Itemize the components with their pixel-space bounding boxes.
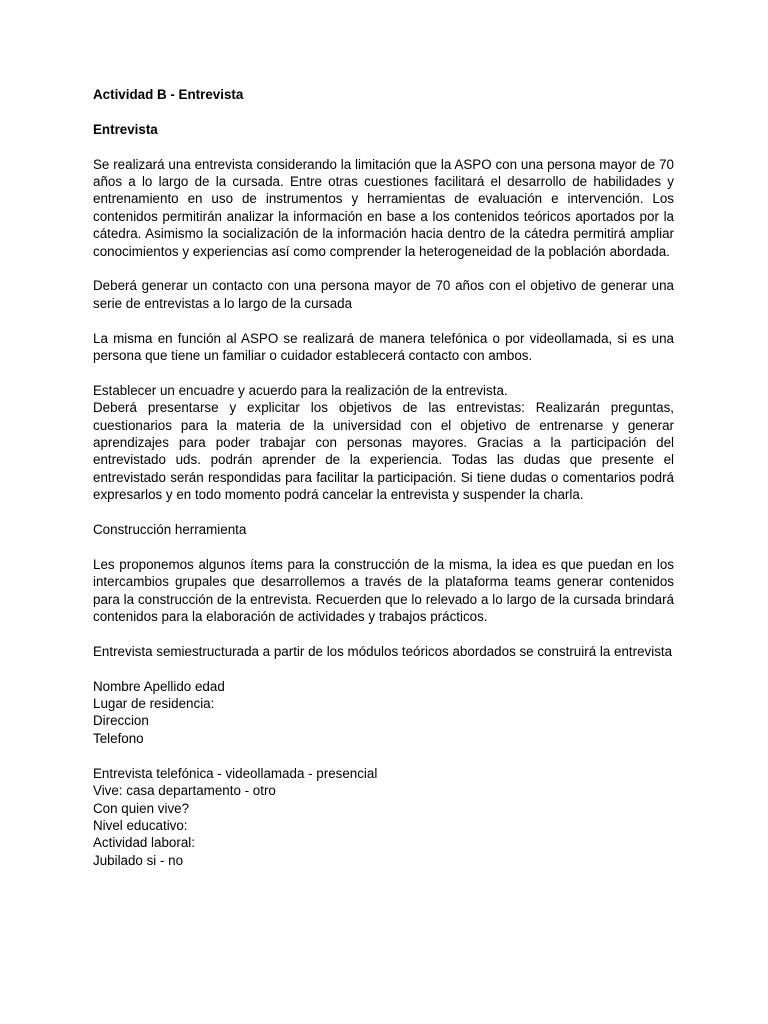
list-item: Lugar de residencia: xyxy=(93,696,215,712)
list-item: Entrevista telefónica - videollamada - presencial xyxy=(93,765,378,781)
paragraph-encuadre: Establecer un encuadre y acuerdo para la realización de la entrevista. xyxy=(93,382,508,398)
personal-fields-list xyxy=(93,678,674,748)
paragraph-contact: Deberá generar un contacto con una persona mayor de 70 años con el objetivo de generar una serie de entrevistas a lo largo de la cursada xyxy=(93,278,674,311)
list-item: Nivel educativo: xyxy=(93,817,188,833)
document-subtitle: Entrevista xyxy=(93,121,158,137)
interview-fields-list xyxy=(93,765,674,869)
document-title: Actividad B - Entrevista xyxy=(93,87,244,102)
list-item: Telefono xyxy=(93,730,144,746)
paragraph-aspo: La misma en función al ASPO se realizará de manera telefónica o por videollamada, si es una persona que tiene un familiar o cuidador establecerá contacto con ambos. xyxy=(93,330,674,364)
paragraph-intro: Se realizará una entrevista considerando la limitación que la ASPO con una persona mayor de 70 años a lo largo de la cursada. Entre otras cuestiones facilitará el desarrollo de habilidades y entrenamiento en uso de instrumentos y herramientas de evaluación e intervención. Los contenidos permitirán analizar la información en base a los contenidos teóricos aportados por la cátedra. Asimismo la socialización de la información hacia dentro de la cátedra permitirá ampliar conocimientos y experiencias así como comprender la heterogeneidad de la población abordada. xyxy=(93,156,674,259)
section-heading: Construcción herramienta xyxy=(93,522,247,538)
list-item: Con quien vive? xyxy=(93,800,190,816)
paragraph-items: Les proponemos algunos ítems para la construcción de la misma, la idea es que puedan en los intercambios grupales que desarrollemos a través de la plataforma teams generar contenidos para la construcción de la entrevista. Recuerden que lo relevado a lo largo de la cursada brindará contenidos para la elaboración de actividades y trabajos prácticos. xyxy=(93,556,674,625)
document-page xyxy=(93,86,674,869)
list-item: Vive: casa departamento - otro xyxy=(93,783,276,799)
paragraph-semistructured: Entrevista semiestructurada a partir de los módulos teóricos abordados se construirá la entrevista xyxy=(93,643,673,659)
list-item: Actividad laboral: xyxy=(93,835,195,851)
list-item: Direccion xyxy=(93,713,149,729)
list-item: Jubilado si - no xyxy=(93,852,184,868)
paragraph-objectives: Deberá presentarse y explicitar los objetivos de las entrevistas: Realizarán preguntas, cuestionarios para la materia de la universidad con el objetivo de entrenarse y generar aprendizajes para poder trabajar con personas mayores. Gracias a la participación del entrevistado uds. podrán aprender de la experiencia. Todas las dudas que presente el entrevistado serán respondidas para facilitar la participación. Si tiene dudas o comentarios podrá expresarlos y en todo momento podrá cancelar la entrevista y suspender la charla. xyxy=(93,400,674,503)
list-item: Nombre Apellido edad xyxy=(93,678,225,694)
